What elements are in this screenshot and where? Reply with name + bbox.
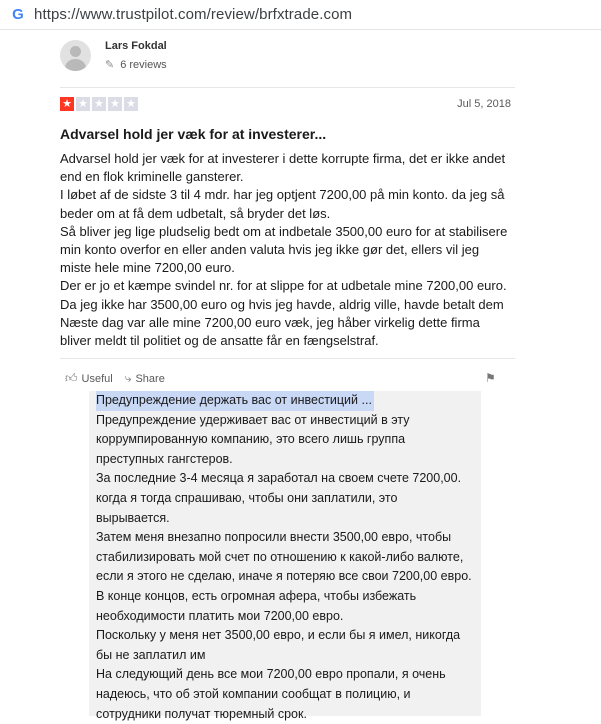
reviews-count: [105, 58, 167, 71]
useful-label: Useful: [82, 373, 113, 385]
translation-line: необходимости платить мои 7200,00 евро.: [96, 607, 472, 627]
divider: [60, 87, 515, 88]
translation-line: коррумпированную компанию, это всего лишь группа: [96, 430, 472, 450]
review-body-line: I løbet af de sidste 3 til 4 mdr. har jeg optjent 7200,00 på min konto. da jeg så: [60, 186, 515, 204]
share-icon: ⤷: [125, 371, 132, 386]
review-body-line: bliver meldt til politiet og de ansatte får en fængselstraf.: [60, 332, 515, 350]
review-body-line: Der er jo et kæmpe svindel nr. for at slippe for at udbetale mine 7200,00 euro.: [60, 277, 515, 295]
reviewer-name[interactable]: Lars Fokdal: [105, 40, 167, 52]
translation-line: вырывается.: [96, 509, 472, 529]
star-empty-icon: ★: [108, 97, 122, 111]
divider: [60, 358, 515, 359]
review-actions: [65, 371, 177, 386]
translation-title-line: [96, 391, 472, 411]
useful-button[interactable]: [65, 371, 113, 386]
review-title[interactable]: Advarsel hold jer væk for at investerer...: [60, 126, 326, 142]
translation-line: если я этого не сделаю, иначе я потеряю все свои 7200,00 евро.: [96, 567, 472, 587]
reviews-count-text: 6 reviews: [120, 59, 166, 71]
review-body-line: Advarsel hold jer væk for at investerer i dette korrupte firma, det er ikke andet: [60, 150, 515, 168]
share-label: Share: [135, 373, 164, 385]
translation-highlight: Предупреждение держать вас от инвестиций ...: [96, 391, 374, 411]
review-body-line: min konto overfor en eller anden valuta hvis jeg ikke gør det, ellers vil jeg: [60, 241, 515, 259]
star-filled-icon: ★: [60, 97, 74, 111]
translation-line: Предупреждение удерживает вас от инвестиций в эту: [96, 411, 472, 431]
pencil-icon: ✎: [105, 58, 114, 71]
review-body-line: end en flok kriminelle gansterer.: [60, 168, 515, 186]
browser-address-bar[interactable]: [0, 0, 601, 30]
star-empty-icon: ★: [92, 97, 106, 111]
translation-line: Затем меня внезапно попросили внести 3500,00 евро, чтобы: [96, 528, 472, 548]
translation-line: когда я тогда спрашиваю, чтобы они заплатили, это: [96, 489, 472, 509]
translation-line: бы не заплатил им: [96, 646, 472, 666]
translation-line: Поскольку у меня нет 3500,00 евро, и если бы я имел, никогда: [96, 626, 472, 646]
review-date: Jul 5, 2018: [457, 98, 511, 110]
review-body-line: miste hele mine 7200,00 euro.: [60, 259, 515, 277]
translation-line: сотрудники получат тюремный срок.: [96, 705, 472, 724]
translation-line: В конце концов, есть огромная афера, чтобы избежать: [96, 587, 472, 607]
review-body-line: beder om at få dem udbetalt, så bryder det løs.: [60, 205, 515, 223]
review-body-line: Næste dag var alle mine 7200,00 euro væk, jeg håber virkelig dette firma: [60, 314, 515, 332]
avatar[interactable]: [60, 40, 91, 71]
review-body: [60, 150, 515, 350]
translation-text: [96, 391, 472, 724]
thumbs-up-icon: 👍︎: [65, 371, 78, 386]
star-empty-icon: ★: [76, 97, 90, 111]
translation-line: На следующий день все мои 7200,00 евро пропали, я очень: [96, 665, 472, 685]
share-button[interactable]: [125, 371, 165, 386]
review-body-line: Så bliver jeg lige pludselig bedt om at indbetale 3500,00 euro for at stabilisere: [60, 223, 515, 241]
google-g-icon: G: [10, 7, 26, 23]
translation-line: надеюсь, что об этой компании сообщат в полицию, и: [96, 685, 472, 705]
flag-icon[interactable]: ⚑: [485, 371, 496, 385]
translation-line: стабилизировать мой счет по отношению к какой-либо валюте,: [96, 548, 472, 568]
review-body-line: Da jeg ikke har 3500,00 euro og hvis jeg havde, aldrig ville, havde betalt dem: [60, 296, 515, 314]
translation-line: преступных гангстеров.: [96, 450, 472, 470]
translation-popup: [89, 391, 481, 716]
star-rating: [60, 97, 140, 111]
translation-line: За последние 3-4 месяца я заработал на своем счете 7200,00.: [96, 469, 472, 489]
url-text[interactable]: https://www.trustpilot.com/review/brfxtrade.com: [34, 6, 352, 23]
star-empty-icon: ★: [124, 97, 138, 111]
